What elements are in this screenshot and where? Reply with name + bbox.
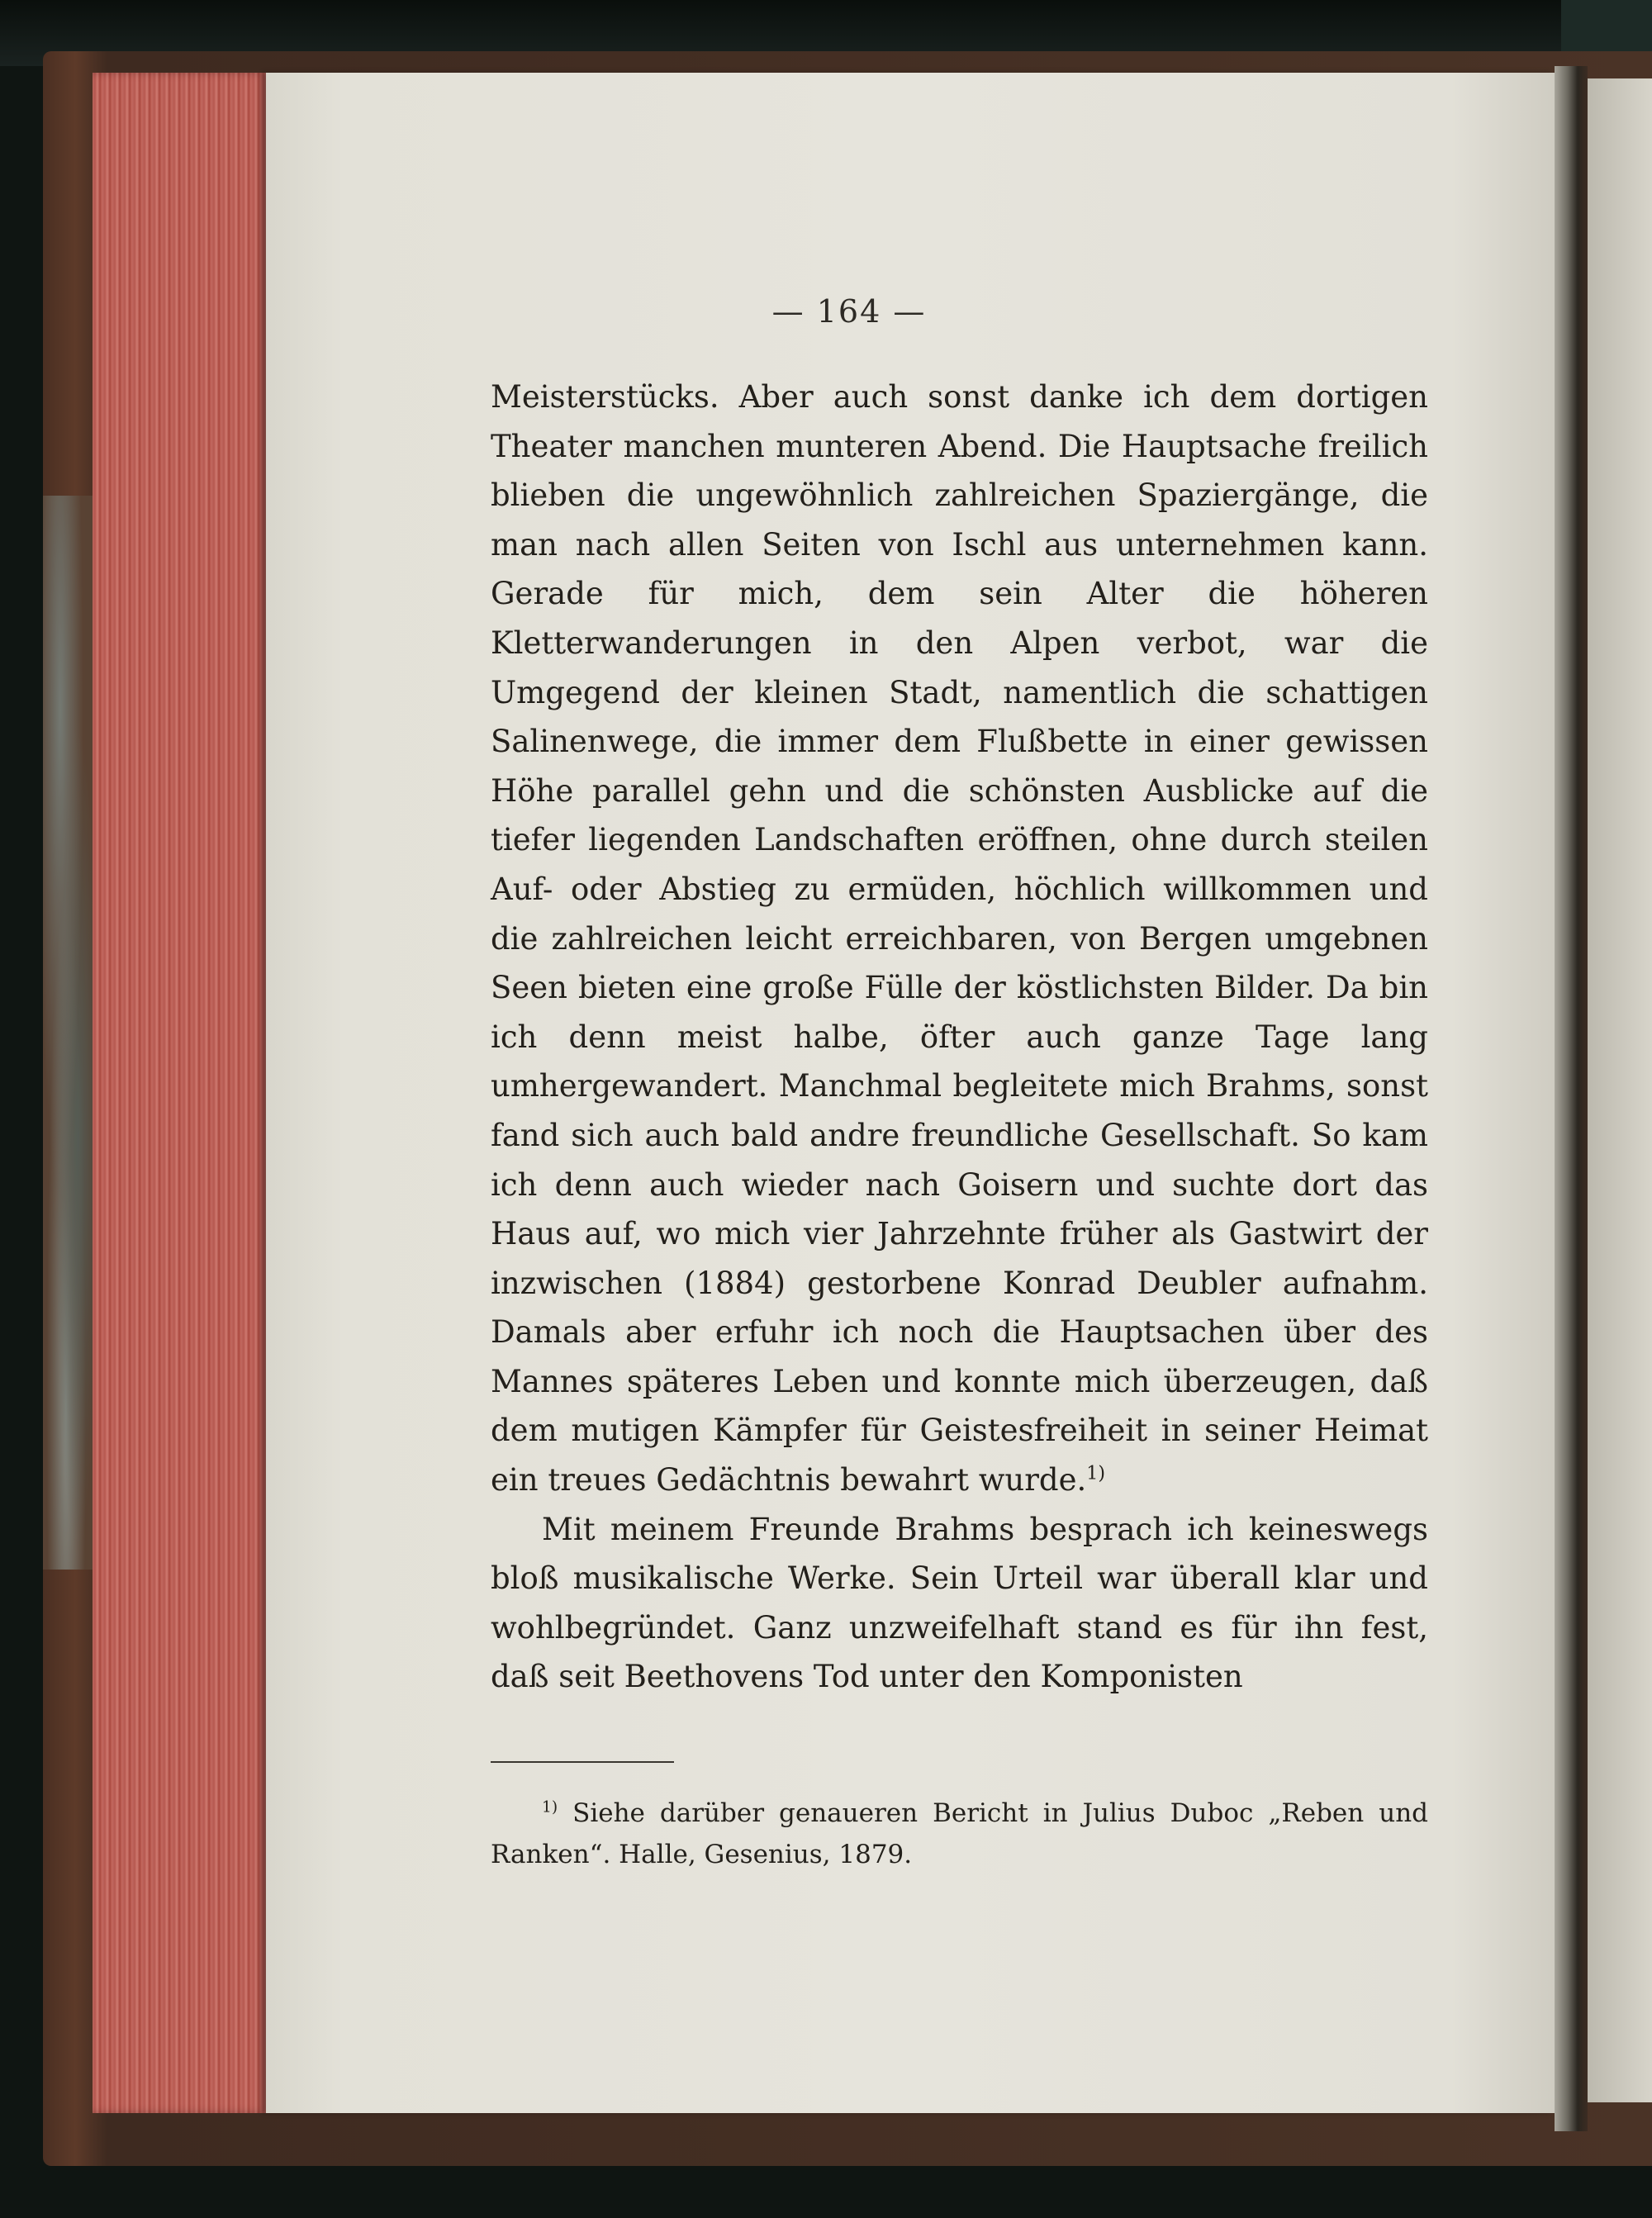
footnote xyxy=(491,1793,1428,1875)
footnote-text: Siehe darüber genaueren Bericht in Julius Duboc „Reben und Ranken“. Halle, Gesenius, 1879. xyxy=(491,1798,1429,1869)
facing-page-edge xyxy=(1588,78,1652,2102)
body-text xyxy=(491,373,1428,1702)
paragraph-text: Meisterstücks. Aber auch sonst danke ich dem dortigen Theater manchen munteren Abend. Die Hauptsache freilich blieben die ungewöhnlich zahlreichen Spaziergänge, die man nach allen Seiten von Ischl aus unternehmen kann. Gerade für mich, dem sein Alter die höheren Kletterwanderungen in den Alpen verbot, war die Umgegend der kleinen Stadt, namentlich die schattigen Salinenwege, die immer dem Flußbette in einer gewissen Höhe parallel gehn und die schönsten Ausblicke auf die tiefer liegenden Landschaften eröffnen, ohne durch steilen Auf- oder Abstieg zu ermüden, höchlich willkommen und die zahlreichen leicht erreichbaren, von Bergen umgebnen Seen bieten eine große Fülle der köstlichsten Bilder. Da bin ich denn meist halbe, öfter auch ganze Tage lang umhergewandert. Manchmal begleitete mich Brahms, sonst fand sich auch bald andre freundliche Gesellschaft. So kam ich denn auch wieder nach Goisern und suchte dort das Haus auf, wo mich vier Jahrzehnte früher als Gastwirt der inzwischen (1884) gestorbene Konrad Deubler aufnahm. Damals aber erfuhr ich noch die Hauptsachen über des Mannes späteres Leben und konnte mich überzeugen, daß dem mutigen Kämpfer für Geistesfreiheit in seiner Heimat ein treues Gedächtnis bewahrt wurde. xyxy=(491,379,1428,1498)
page-number: — 164 — xyxy=(771,293,927,330)
paragraph xyxy=(491,373,1428,1505)
red-page-edges xyxy=(93,73,266,2113)
book-gutter xyxy=(1555,66,1588,2131)
footnote-reference: 1) xyxy=(1086,1462,1106,1484)
footnote-divider xyxy=(491,1761,674,1763)
paragraph: Mit meinem Freunde Brahms besprach ich keineswegs bloß musikalische Werke. Sein Urteil war überall klar und wohlbegründet. Ganz unzweifelhaft stand es für ihn fest, daß seit Beethovens Tod unter den Komponisten xyxy=(491,1511,1428,1695)
footnote-marker: 1) xyxy=(542,1798,558,1817)
